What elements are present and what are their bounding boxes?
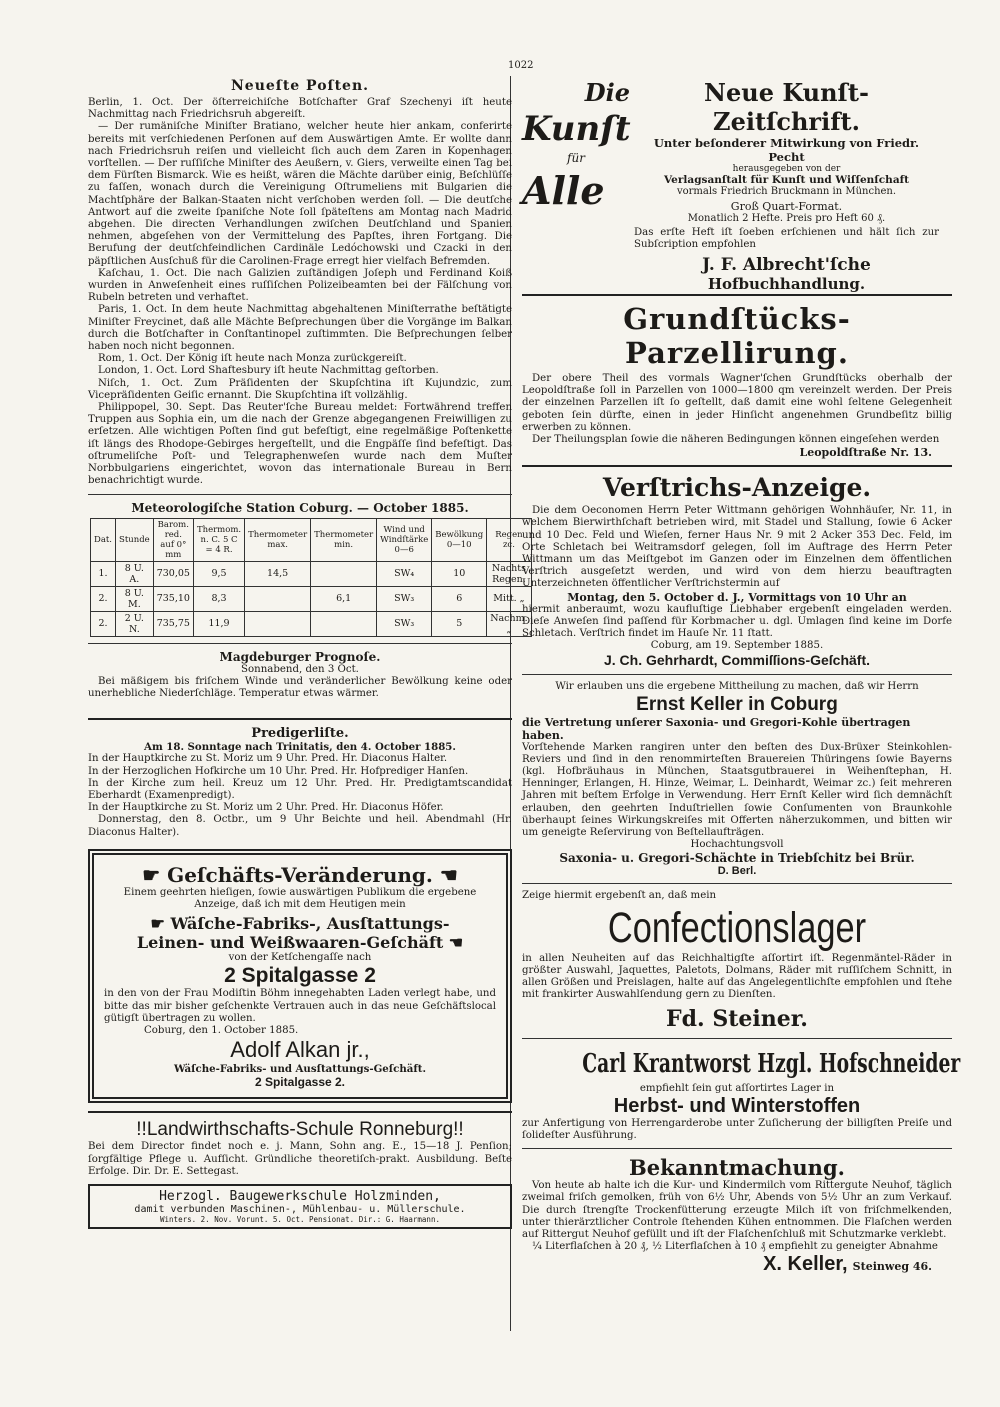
krant-text: zur Anfertigung von Herrengarderobe unter Zuſicherung der billigſten Preiſe und ſolideſter Ausführung. xyxy=(522,1117,952,1141)
table-cell: 5 xyxy=(432,611,487,636)
list-item: In der Kirche zum heil. Kreuz um 12 Uhr. Pred. Hr. Predigtamtscandidat Eberhardt (Examenpredigt). xyxy=(88,777,512,801)
left-column xyxy=(88,78,528,1229)
geschaeft-name: Adolf Alkan jr., xyxy=(230,1037,370,1063)
right-column xyxy=(512,78,961,1276)
krant-big: Herbst- und Winterstoffen xyxy=(613,1094,861,1117)
kunst-body xyxy=(634,78,939,293)
news-item: Berlin, 1. Oct. Der öſterreichiſche Botſchafter Graf Szechenyi iſt heute Nachmittag nach Friedrichsruh abgereiſt. xyxy=(88,97,512,121)
kunst-firm2: Hofbuchhandlung. xyxy=(707,275,866,294)
met-header: Thermometer max. xyxy=(245,518,311,561)
kunst-subtitle: Unter beſonderer Mitwirkung von Friedr. Pecht xyxy=(653,136,920,164)
met-header: Thermometer min. xyxy=(311,518,377,561)
divider xyxy=(88,718,512,720)
predigt-title: Predigerliſte. xyxy=(251,726,349,742)
table-cell: 6 xyxy=(432,586,487,611)
conf-name: Fd. Steiner. xyxy=(666,1005,808,1032)
table-cell: 730,05 xyxy=(153,561,193,586)
bek-text: Von heute ab halte ich die Kur- und Kindermilch vom Rittergute Neuhof, täglich zweimal friſch gemolken, früh von 6½ Uhr, Abends von 5½ Uhr an zum Verkauf. Die durch ſtrengſte Trockenfütterung erzeugte Milch iſt von friſchmelkenden, unter thierärztlicher Controle ſtehenden Kühen entnommen. Die Flaſchen werden auf Rittergut Neuhof gefüllt und iſt der Flaſchenſchluß mit Schutzmarke verklebt. xyxy=(522,1180,952,1240)
bek-price: ¼ Literflaſchen à 20 ₰, ½ Literflaſchen à 10 ₰ empfiehlt zu geneigter Abnahme xyxy=(532,1241,938,1253)
pointing-hand-icon: ☚ xyxy=(443,933,464,953)
page-number: 1022 xyxy=(508,60,534,71)
table-cell: SW₃ xyxy=(377,611,432,636)
news-item: — Der rumäniſche Miniſter Bratiano, welcher heute hier ankam, conferirte bereits mit verſchiedenen Perſonen auf dem Auswärtigen Amte. Er wollte dann nach Friedrichsruh reiſen und vielleicht ſich auch dem Zaren in Kopenhagen vorſtellen. — Der ruſſiſche Miniſter des Aeußern, v. Giers, verweilte einen Tag bei dem Fürſten Bismarck. Wie es heißt, wären die Mächte darüber einig, Beſchlüſſe zu faſſen, wonach durch die Vereinigung Oſtrumeliens mit Bulgarien die Machtſphäre der Balkan-Staaten nicht verſchoben werden ſoll. — Die deutſche Antwort auf die zweite ſpaniſche Note ſoll ſpäteſtens am Montag nach Madrid abgehen. Die directen Verhandlungen zwiſchen Deutſchland und Spanien nehmen, abgeſehen von der Vermittelung des Papſtes, ihren Fortgang. Die Berufung der deutſchfeindlichen Cardinäle Ledóchowski und Czacki in den päpſtlichen Ausſchuß für die Carolinen-Frage erregt hier vielfach Befremden. xyxy=(88,121,512,267)
table-cell xyxy=(311,611,377,636)
verstrich-date: Coburg, am 19. September 1885. xyxy=(650,640,824,652)
geschaeft-ad xyxy=(88,849,512,1104)
table-cell xyxy=(245,611,311,636)
table-cell: 10 xyxy=(432,561,487,586)
geschaeft-address2: 2 Spitalgasse 2. xyxy=(254,1075,346,1090)
prognose-date: Sonnabend, den 3 Oct. xyxy=(241,663,359,675)
divider xyxy=(522,1148,952,1149)
verstrich-name: J. Ch. Gehrhardt, Commiſſions-Geſchäft. xyxy=(603,652,871,669)
table-cell: 2 U. N. xyxy=(116,611,154,636)
kunst-ornament xyxy=(522,78,630,283)
table-cell: 9,5 xyxy=(193,561,244,586)
table-cell: 735,10 xyxy=(153,586,193,611)
table-cell: SW₃ xyxy=(377,586,432,611)
news-list xyxy=(88,97,512,488)
kunst-firm: J. F. Albrecht'ſche xyxy=(702,255,871,276)
kunst-ad xyxy=(522,78,952,294)
table-cell: SW₄ xyxy=(377,561,432,586)
baugewerkschule-ad xyxy=(88,1184,512,1229)
kunst-text: Das erſte Heft iſt ſoeben erſchienen und hält ſich zur Subſcription empfohlen xyxy=(634,227,939,251)
krant-intro: empfiehlt ſein gut aſſortirtes Lager in xyxy=(639,1082,835,1094)
pointing-hand-icon: ☛ xyxy=(142,862,161,887)
bek-address: Steinweg 46. xyxy=(852,1260,932,1274)
news-item: Rom, 1. Oct. Der König iſt heute nach Monza zurückgereiſt. xyxy=(98,353,407,365)
table-cell: 2. xyxy=(91,586,116,611)
schule-text: Bei dem Director findet noch e. j. Mann, Sohn ang. E., 15—18 J. Penſion; ſorgfältige Pflege u. Aufſicht. Gründliche theoretiſch-prakt. Ausbildung. Beſte Erfolge. Dir. Dr. E. Settegast. xyxy=(88,1141,512,1177)
verstrich-text2: hiermit anberaumt, wozu kaufluſtige Liebhaber ergebenſt eingeladen werden. Dieſe Anweſen ſind paſſend für Korbmacher u. dgl. Umlagen ſind keine im Dorfe Schletach. Verſtrich findet im Hauſe Nr. 11 ſtatt. xyxy=(522,603,952,640)
divider xyxy=(88,643,512,644)
bau-line3: Winters. 2. Nov. Vorunt. 5. Oct. Pensionat. Dir.: G. Haarmann. xyxy=(160,1214,440,1224)
bek-signature xyxy=(522,1253,952,1276)
keller-sign: Saxonia- u. Gregori-Schächte in Triebſchitz bei Brür. xyxy=(559,851,915,866)
table-row xyxy=(91,586,532,611)
table-cell: 11,9 xyxy=(193,611,244,636)
krant-title: Carl Krantworst Hzgl. Hofschneider xyxy=(582,1048,961,1079)
table-cell: 8,3 xyxy=(193,586,244,611)
predigt-subtitle: Am 18. Sonntage nach Trinitatis, den 4. October 1885. xyxy=(144,741,456,754)
news-item: Philippopel, 30. Sept. Das Reuter'ſche Bureau meldet: Fortwährend treffen Truppen aus Sophia ein, um die nach der Grenze abgegangenen Freiwilligen zu erſetzen. Alle wichtigen Poſten ſind gut befeſtigt, eine regelmäßige Poſtenkette iſt längs des Rhodope-Gebirges hergeſtellt, und die Engpäſſe ſind befeſtigt. Das oſtrumeliſche Poſt- und Telegraphenweſen wurde nach dem Muſter Norbbulgariens eingerichtet, wovon das internationale Bureau in Bern benachrichtigt wurde. xyxy=(88,402,512,487)
geschaeft-title-text: Geſchäfts-Veränderung. xyxy=(167,862,433,887)
met-header: Wind und Windſtärke 0—6 xyxy=(377,518,432,561)
pointing-hand-icon: ☛ xyxy=(150,914,171,934)
divider xyxy=(522,674,952,675)
table-cell: 2. xyxy=(91,611,116,636)
prognose-title: Magdeburger Prognoſe. xyxy=(219,649,381,664)
ornament-word: Alle xyxy=(522,168,605,213)
keller-name: Ernst Keller in Coburg xyxy=(636,693,838,715)
met-table xyxy=(90,518,532,637)
table-row xyxy=(91,561,532,586)
met-header: Barom. red. auf 0° mm xyxy=(153,518,193,561)
divider xyxy=(522,1038,952,1039)
bau-title: Herzogl. Baugewerkschule Holzminden, xyxy=(159,1188,441,1204)
kunst-title: Neue Kunſt-Zeitſchrift. xyxy=(704,78,869,136)
met-title: Meteorologiſche Station Coburg. — October 1885. xyxy=(131,500,469,515)
met-header: Regen zc. xyxy=(487,518,531,561)
divider xyxy=(522,465,952,467)
geschaeft-address: 2 Spitalgasse 2 xyxy=(224,964,376,988)
news-item: Kaſchau, 1. Oct. Die nach Galizien zuſtändigen Joſeph und Ferdinand Koiß wurden in Anweſenheit eines ruſſiſchen Polizeibeamten bei der Fälſchung von Rubeln betreten und verhaftet. xyxy=(88,267,512,304)
geschaeft-from: von der Ketſchengaſſe nach xyxy=(228,952,372,964)
table-cell: Mitt. „ xyxy=(487,586,531,611)
news-heading: Neueſte Poſten. xyxy=(231,78,369,94)
keller-greet: Hochachtungsvoll xyxy=(690,839,784,851)
table-cell: 735,75 xyxy=(153,611,193,636)
met-header: Bewölkung 0—10 xyxy=(432,518,487,561)
divider xyxy=(88,1111,512,1113)
conf-text: in allen Neuheiten auf das Reichhaltigſte aſſortirt iſt. Regenmäntel-Räder in größter Auswahl, Jaquettes, Paletots, Dolmans, Räder mit ruſſiſchem Schnitt, in allen Größen und Preislagen, halte auf das Angelegentlichſte empfohlen und ſtehe mit frankirter Auswahlſendung gern zu Dienſten. xyxy=(522,952,952,1001)
geschaeft-intro: Einem geehrten hieſigen, ſowie auswärtigen Publikum die ergebene Anzeige, daß ich mit dem Heutigen mein xyxy=(123,886,477,910)
geschaeft-firm: Wäſche-Fabriks- und Ausſtattungs-Geſchäft. xyxy=(173,1063,426,1076)
met-header-row xyxy=(91,518,532,561)
list-item: In der Hauptkirche zu St. Moriz um 2 Uhr. Pred. Hr. Diaconus Höfer. xyxy=(88,802,444,814)
list-item: Donnerstag, den 8. Octbr., um 9 Uhr Beichte und heil. Abendmahl (Hr. Diaconus Halter). xyxy=(88,814,512,838)
schule-title: !!Landwirthschafts-Schule Ronneburg!! xyxy=(136,1119,464,1141)
verstrich-termin: Montag, den 5. October d. J., Vormittags von 10 Uhr an xyxy=(567,590,907,604)
conf-title: Confectionslager xyxy=(607,903,867,952)
geschaeft-line1 xyxy=(104,914,496,933)
table-cell xyxy=(311,561,377,586)
geschaeft-title xyxy=(104,863,496,887)
prognose-text: Bei mäßigem bis friſchem Winde und veränderlicher Bewölkung keine oder unerhebliche Niederſchläge. Temperatur etwas wärmer. xyxy=(88,675,512,699)
table-cell: 14,5 xyxy=(245,561,311,586)
geschaeft-line2-text: Leinen- und Weißwaaren-Geſchäft xyxy=(136,933,444,953)
divider xyxy=(522,883,952,884)
keller-line: die Vertretung unſerer Saxonia- und Gregori-Kohle übertragen haben. xyxy=(522,715,911,742)
divider xyxy=(88,494,512,495)
kunst-hg: herausgegeben von der xyxy=(732,164,841,174)
kunst-price: Monatlich 2 Hefte. Preis pro Heft 60 ₰. xyxy=(687,213,886,224)
news-item: Paris, 1. Oct. In dem heute Nachmittag abgehaltenen Miniſterrathe beſtätigte Miniſter Freycinet, daß alle Mächte Beſprechungen über die Vorgänge im Balkan durch die Botſchafter in Conſtantinopel zuſtimmten. Die Beſprechungen ſelber haben noch nicht begonnen. xyxy=(88,304,512,353)
pointing-hand-icon: ☚ xyxy=(439,862,458,887)
table-cell xyxy=(245,586,311,611)
table-cell: 6,1 xyxy=(311,586,377,611)
table-cell: Nachm. „ xyxy=(487,611,531,636)
conf-intro: Zeige hiermit ergebenſt an, daß mein xyxy=(522,890,717,902)
kunst-format: Groß Quart-Format. xyxy=(730,200,843,213)
bek-title: Bekanntmachung. xyxy=(629,1155,845,1181)
table-cell: 1. xyxy=(91,561,116,586)
table-cell: 8 U. M. xyxy=(116,586,154,611)
news-item: London, 1. Oct. Lord Shaftesbury iſt heute Nachmittag geſtorben. xyxy=(98,365,439,377)
kunst-verlag: Verlagsanſtalt für Kunſt und Wiſſenſchaft xyxy=(664,174,909,186)
keller-intro: Wir erlauben uns die ergebene Mittheilung zu machen, daß wir Herrn xyxy=(555,681,919,693)
keller-text: Vorſtehende Marken rangiren unter den beſten des Dux-Brüxer Steinkohlen-Reviers und ſind in den renommirteſten Brauereien Thüringens ſowie Bayerns (kgl. Hofbräuhaus in München, Staatsgutbrauerei in Weihenſtephan, H. Henninger, Erlangen, H. Hinze, Weimar, L. Deinhardt, Weimar zc.) ſeit mehreren Jahren mit beſtem Erfolge in Verwendung. Herr Ernſt Keller wird ſich demnächſt erlauben, den geehrten Induſtriellen ſowie Conſumenten von Braunkohle überhaupt ſeines Wirkungskreiſes mit Offerten näherzukommen, und bitten wir um geneigte Reſervirung von Beſtellaufträgen. xyxy=(522,741,952,839)
geschaeft-line1-text: Wäſche-Fabriks-, Ausſtattungs- xyxy=(170,914,450,934)
table-cell: 8 U. A. xyxy=(116,561,154,586)
ornament-word: Die xyxy=(584,78,630,107)
met-header: Thermom. n. C. 5 C = 4 R. xyxy=(193,518,244,561)
geschaeft-line2 xyxy=(104,933,496,952)
bek-name: X. Keller, xyxy=(763,1253,848,1276)
geschaeft-date: Coburg, den 1. October 1885. xyxy=(144,1024,299,1036)
ornament-word: Kunſt xyxy=(522,109,631,149)
list-item: In der Hauptkirche zu St. Moriz um 9 Uhr. Pred. Hr. Diaconus Halter. xyxy=(88,753,448,765)
table-cell: Nachts Regen. xyxy=(487,561,531,586)
list-item: In der Herzoglichen Hofkirche um 10 Uhr. Pred. Hr. Hofprediger Hanſen. xyxy=(88,765,469,777)
met-header: Dat. xyxy=(91,518,116,561)
grund-text2: Der Theilungsplan ſowie die näheren Bedingungen können eingeſehen werden xyxy=(532,434,940,446)
bau-line2: damit verbunden Maschinen-, Mühlenbau- u. Müllerschule. xyxy=(134,1203,466,1215)
grund-title: Grundſtücks-Parzellirung. xyxy=(623,302,851,370)
ornament-word: für xyxy=(567,151,585,165)
news-item: Niſch, 1. Oct. Zum Präſidenten der Skupſchtina iſt Kujundzic, zum Vicepräſidenten Geiſic ernannt. Die Skupſchtina iſt vollzählig. xyxy=(88,377,512,401)
met-header: Stunde xyxy=(116,518,154,561)
kunst-vormals: vormals Friedrich Bruckmann in München. xyxy=(676,186,897,197)
grund-address: Leopoldſtraße Nr. 13. xyxy=(799,446,932,460)
verstrich-text: Die dem Oeconomen Herrn Peter Wittmann gehörigen Wohnhäuſer, Nr. 11, in welchem Bierwirthſchaft betrieben wird, mit Stadel und Stallung, ſowie 6 Acker und 10 Dec. Feld und Wieſen, ferner Haus Nr. 9 mit 2 Acker 353 Dec. Feld, im Orte Schletach bei Weitramsdorf gelegen, ſoll im Auftrage des Herrn Peter Wittmann um das Meiſtgebot im Ganzen oder im Einzelnen dem öffentlichen Verſtrich ausgeſetzt werden, und wird von dem hierzu beauftragten Unterzeichneten öffentlicher Verſtrichstermin auf xyxy=(522,505,952,590)
table-row xyxy=(91,611,532,636)
grund-text: Der obere Theil des vormals Wagner'ſchen Grundſtücks oberhalb der Leopoldſtraße ſoll in Parzellen von 1000—1800 qm vereinzelt werden. Der Preis der einzelnen Parzellen iſt ſo geſtellt, daß damit eine wohl ſeltene Gelegenheit geboten ſein dürfte, einen in jeder Hinſicht angenehmen Grundbeſitz billig erwerben zu können. xyxy=(522,373,952,433)
divider xyxy=(522,294,952,296)
geschaeft-text: in den von der Frau Modiſtin Böhm innegehabten Laden verlegt habe, und bitte das mir bisher geſchenkte Vertrauen auch in das neue Geſchäftslocal gütigſt übertragen zu wollen. xyxy=(104,988,496,1024)
verstrich-title: Verſtrichs-Anzeige. xyxy=(602,473,872,503)
keller-berl: D. Berl. xyxy=(717,865,757,878)
